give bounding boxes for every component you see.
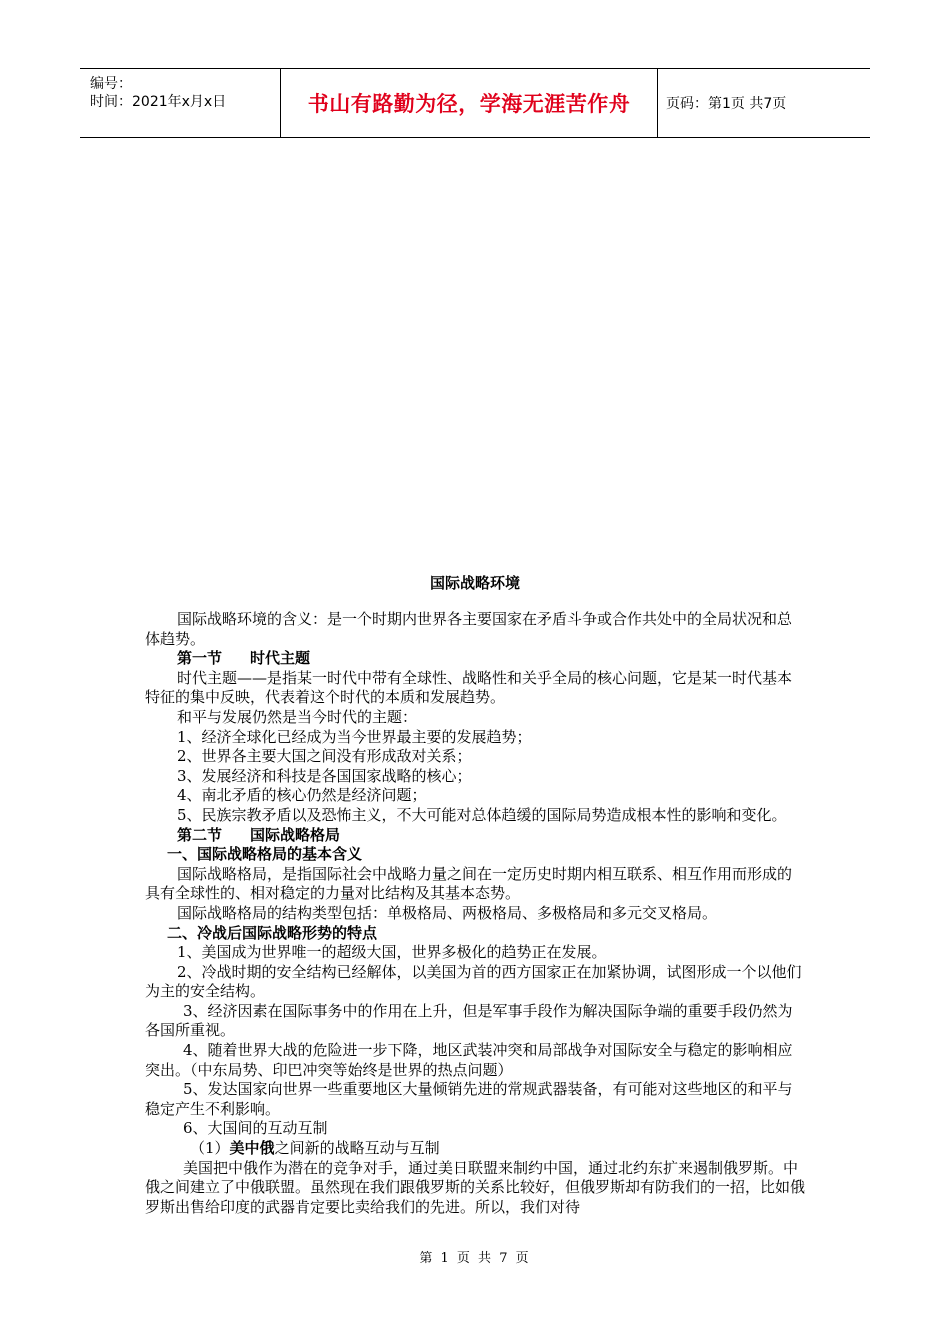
section-number: 第二节 bbox=[177, 825, 223, 844]
list-item: 2、世界各主要大国之间没有形成敌对关系； bbox=[177, 747, 472, 766]
section-heading bbox=[145, 826, 805, 846]
list-item: 4、南北矛盾的核心仍然是经济问题； bbox=[177, 786, 427, 805]
subsection-heading: 一、国际战略格局的基本含义 bbox=[167, 845, 363, 864]
paragraph: 美国把中俄作为潜在的竞争对手，通过美日联盟来制约中国，通过北约东扩来遏制俄罗斯。中俄之间建立了中俄联盟。虽然现在我们跟俄罗斯的关系比较好，但俄罗斯却有防我们的一招，比如俄罗斯出售给印度的武器肯定要比卖给我们的先进。所以，我们对待 bbox=[145, 1158, 806, 1216]
document-body bbox=[145, 610, 805, 1217]
header-page-code: 页码：第1页 共7页 bbox=[666, 96, 787, 112]
paragraph: 国际战略格局的结构类型包括：单极格局、两极格局、多极格局和多元交叉格局。 bbox=[177, 903, 718, 922]
subitem-text: 之间新的战略互动与互制 bbox=[274, 1139, 440, 1158]
list-item: 3、经济因素在国际事务中的作用在上升，但是军事手段作为解决国际争端的重要手段仍然为各国所重视。 bbox=[145, 1001, 793, 1040]
number-label: 编号： bbox=[90, 76, 132, 92]
time-label: 时间：2021年x月x日 bbox=[90, 94, 227, 110]
paragraph: 时代主题——是指某一时代中带有全球性、战略性和关乎全局的核心问题，它是某一时代基本特征的集中反映，代表着这个时代的本质和发展趋势。 bbox=[145, 668, 793, 707]
section-title: 国际战略格局 bbox=[250, 825, 341, 844]
header-table bbox=[80, 68, 870, 138]
page-footer: 第 1 页 共 7 页 bbox=[419, 1251, 531, 1266]
header-info-cell bbox=[80, 69, 280, 137]
list-item: 1、美国成为世界唯一的超级大国，世界多极化的趋势正在发展。 bbox=[177, 943, 607, 962]
header-motto: 书山有路勤为径，学海无涯苦作舟 bbox=[307, 92, 631, 116]
list-item: 4、随着世界大战的危险进一步下降，地区武装冲突和局部战争对国际安全与稳定的影响相应突出。（中东局势、印巴冲突等始终是世界的热点问题） bbox=[145, 1041, 793, 1079]
paragraph: 国际战略格局，是指国际社会中战略力量之间在一定历史时期内相互联系、相互作用而形成的具有全球性的、相对稳定的力量对比结构及其基本态势。 bbox=[145, 864, 793, 903]
list-item: 1、经济全球化已经成为当今世界最主要的发展趋势； bbox=[177, 727, 532, 746]
list-item: 2、冷战时期的安全结构已经解体，以美国为首的西方国家正在加紧协调，试图形成一个以他们为主的安全结构。 bbox=[145, 962, 802, 1001]
paragraph: 和平与发展仍然是当今时代的主题： bbox=[177, 707, 418, 726]
subsection-heading: 二、冷战后国际战略形势的特点 bbox=[167, 923, 378, 942]
document-title: 国际战略环境 bbox=[429, 574, 520, 592]
list-item: 5、民族宗教矛盾以及恐怖主义，不大可能对总体趋缓的国际局势造成根本性的影响和变化。 bbox=[177, 805, 787, 824]
section-heading bbox=[145, 649, 805, 669]
subitem-emphasis: 美中俄 bbox=[229, 1139, 275, 1158]
subitem-number: （1） bbox=[190, 1139, 230, 1158]
section-title: 时代主题 bbox=[250, 649, 311, 668]
section-number: 第一节 bbox=[177, 649, 223, 668]
list-item: 6、大国间的互动互制 bbox=[183, 1119, 328, 1138]
list-item: 3、发展经济和科技是各国国家战略的核心； bbox=[177, 766, 472, 785]
paragraph: 国际战略环境的含义：是一个时期内世界各主要国家在矛盾斗争或合作共处中的全局状况和总体趋势。 bbox=[145, 610, 793, 648]
list-subitem bbox=[145, 1139, 805, 1159]
list-item: 5、发达国家向世界一些重要地区大量倾销先进的常规武器装备，有可能对这些地区的和平与稳定产生不利影响。 bbox=[145, 1080, 793, 1118]
header-divider bbox=[657, 69, 658, 137]
